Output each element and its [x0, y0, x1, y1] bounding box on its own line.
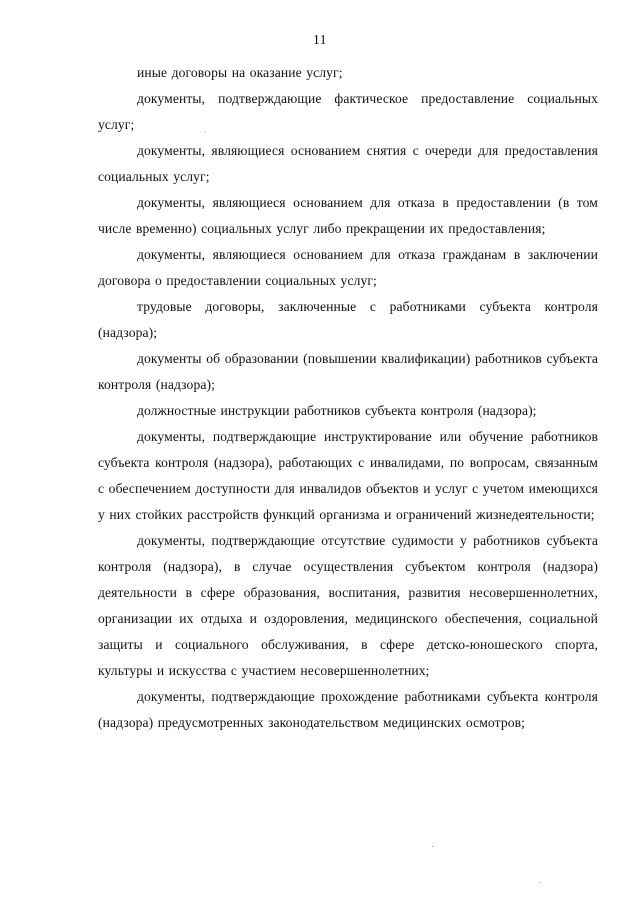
- scan-speck: [205, 131, 206, 132]
- paragraph-employment-contracts: трудовые договоры, заключенные с работниками субъекта контроля (надзора);: [98, 299, 598, 340]
- paragraph-queue-removal-documents: документы, являющиеся основанием снятия с очереди для предоставления социальных услуг;: [98, 143, 598, 184]
- paragraph-actual-services-documents: документы, подтверждающие фактическое предоставление социальных услуг;: [98, 91, 598, 132]
- page-number: 11: [313, 32, 327, 47]
- paragraph-medical-examination-documents: документы, подтверждающие прохождение работниками субъекта контроля (надзора) предусмотренных законодательством медицинских осмотров;: [98, 689, 598, 730]
- scan-speck: [432, 846, 433, 847]
- document-body: [98, 60, 598, 736]
- paragraph-refusal-termination-documents: документы, являющиеся основанием для отказа в предоставлении (в том числе временно) социальных услуг либо прекращении их предоставления;: [98, 195, 598, 236]
- paragraph-no-criminal-record-documents: документы, подтверждающие отсутствие судимости у работников субъекта контроля (надзора), в случае осуществления субъектом контроля (надзора) деятельности в сфере образования, воспитания, развития несовершеннолетних, организации их отдыха и оздоровления, медицинского обеспечения, социальной защиты и социального обслуживания, в сфере детско-юношеского спорта, культуры и искусства с участием несовершеннолетних;: [98, 533, 598, 678]
- paragraph-job-descriptions: должностные инструкции работников субъекта контроля (надзора);: [137, 403, 537, 418]
- paragraph-contract-refusal-documents: документы, являющиеся основанием для отказа гражданам в заключении договора о предоставлении социальных услуг;: [98, 247, 598, 288]
- scan-speck: [540, 882, 541, 883]
- paragraph-disability-training-documents: документы, подтверждающие инструктирование или обучение работников субъекта контроля (надзора), работающих с инвалидами, по вопросам, связанным с обеспечением доступности для инвалидов объектов и услуг с учетом имеющихся у них стойких расстройств функций организма и ограничений жизнедеятельности;: [98, 429, 598, 522]
- paragraph-other-service-contracts: иные договоры на оказание услуг;: [137, 65, 343, 80]
- paragraph-education-documents: документы об образовании (повышении квалификации) работников субъекта контроля (надзора);: [98, 351, 598, 392]
